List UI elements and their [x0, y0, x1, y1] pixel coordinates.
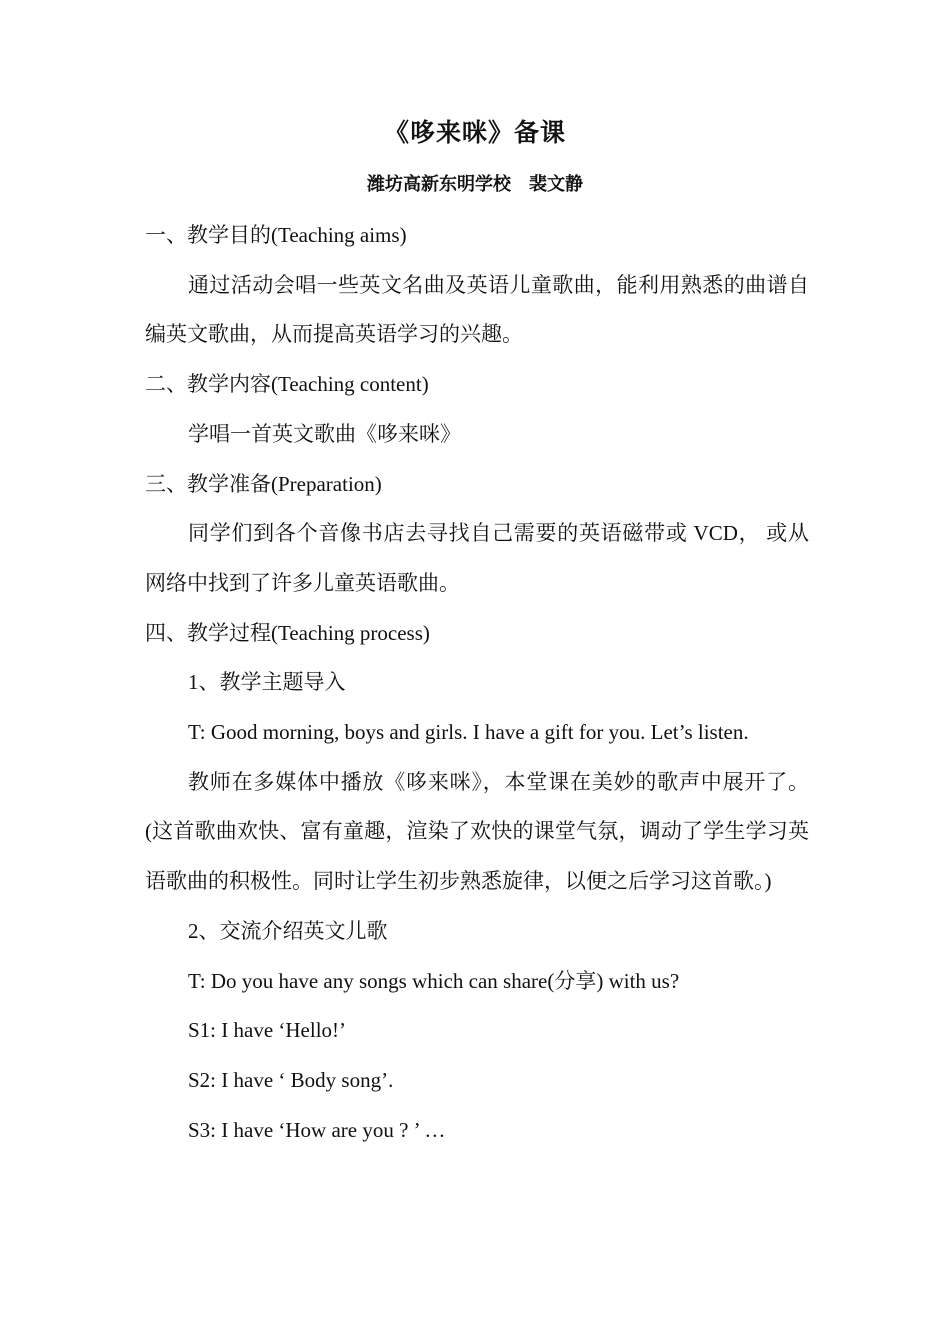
- paragraph: T: Do you have any songs which can share(分享) with us?: [188, 968, 680, 993]
- paragraph: S1: I have ‘Hello!’: [188, 1018, 347, 1043]
- paragraph: 2、交流介绍英文儿歌: [188, 918, 388, 943]
- section-heading: 四、教学过程(Teaching process): [145, 620, 430, 645]
- section-heading: 一、教学目的(Teaching aims): [145, 223, 407, 247]
- document-body: [145, 211, 809, 1155]
- paragraph: 1、教学主题导入: [188, 670, 346, 695]
- paragraph: S3: I have ‘How are you ? ’ …: [188, 1117, 446, 1142]
- document-byline: [0, 170, 950, 200]
- document-title: 《哆来咪》备课: [383, 118, 566, 147]
- paragraph: 通过活动会唱一些英文名曲及英语儿童歌曲，能利用熟悉的曲谱自编英文歌曲，从而提高英语学习的兴趣。: [145, 272, 809, 347]
- paragraph: 学唱一首英文歌曲《哆来咪》: [188, 421, 461, 446]
- school-name: 潍坊高新东明学校: [367, 174, 511, 195]
- paragraph: T: Good morning, boys and girls. I have a gift for you. Let’s listen.: [188, 720, 749, 745]
- section-heading: 三、教学准备(Preparation): [145, 471, 382, 496]
- paragraph: 教师在多媒体中播放《哆来咪》，本堂课在美妙的歌声中展开了。(这首歌曲欢快、富有童趣，渲染了欢快的课堂气氛，调动了学生学习英语歌曲的积极性。同时让学生初步熟悉旋律，以便之后学习这首歌。): [145, 769, 809, 894]
- author-name: 裴文静: [529, 174, 583, 195]
- paragraph: 同学们到各个音像书店去寻找自己需要的英语磁带或 VCD， 或从网络中找到了许多儿童英语歌曲。: [145, 521, 809, 595]
- section-heading: 二、教学内容(Teaching content): [145, 372, 429, 397]
- paragraph: S2: I have ‘ Body song’.: [188, 1067, 394, 1092]
